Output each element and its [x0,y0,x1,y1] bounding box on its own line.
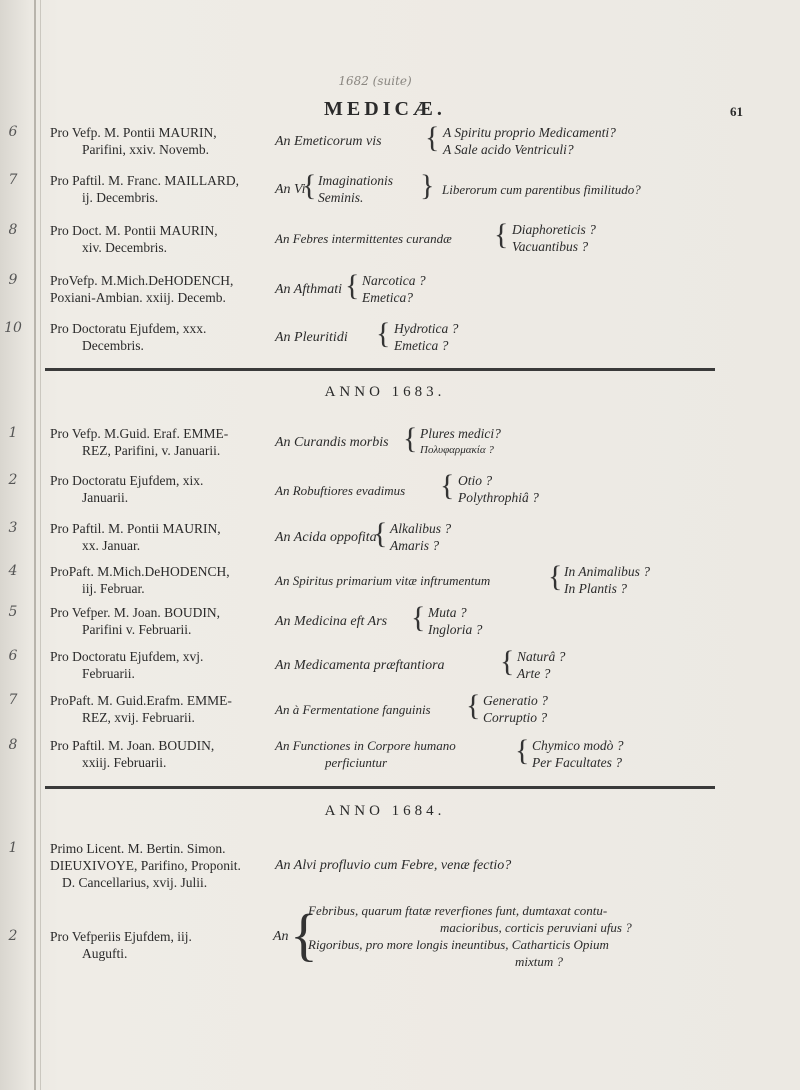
thesis-question: An Acida oppofita [275,530,377,545]
brace-icon: { [548,560,563,593]
margin-number: 6 [8,124,18,140]
margin-number: 10 [4,320,22,336]
margin-number: 6 [8,648,18,664]
thesis-question: An Febres intermittentes curandæ [275,231,452,246]
margin-number: 3 [8,520,18,536]
thesis-question: An Spiritus primarium vitæ inftrumentum [275,573,491,588]
brace-icon: { [403,422,418,455]
thesis-option: Amaris ? [390,538,440,553]
thesis-question: An Alvi profluvio cum Febre, venæ fectio? [275,858,512,873]
entry-line: REZ, Parifini, v. Januarii. [82,443,221,458]
entry-line: Pro Paftil. M. Pontii MAURIN, [50,521,221,536]
brace-icon: { [494,218,509,251]
thesis-option: Chymico modò ? [532,738,624,753]
entry-line: Pro Paftil. M. Franc. MAILLARD, [50,173,239,188]
disputation-entry [50,222,265,256]
entry-line: iij. Februar. [82,581,145,596]
entry-line: Parifini, xxiv. Novemb. [82,142,209,157]
margin-number: 1 [8,425,18,441]
brace-icon: { [302,169,317,202]
entry-line: Parifini v. Februarii. [82,622,192,637]
thesis-option: Otio ? [458,473,493,488]
entry-line: Pro Vefperiis Ejufdem, iij. [50,929,192,944]
thesis-question: An [273,929,289,944]
thesis-option: Diaphoreticis ? [512,222,596,237]
thesis-option: A Spiritu proprio Medicamenti? [443,125,616,140]
thesis-question-suffix: Liberorum cum parentibus fimilitudo? [442,182,641,197]
margin-number: 4 [8,563,18,579]
entry-line: ij. Decembris. [82,190,159,205]
entry-line: xiv. Decembris. [82,240,167,255]
thesis-question: An Afthmati [275,282,343,297]
disputation-entry [50,840,265,891]
thesis-option: Vacuantibus ? [512,239,589,254]
thesis-option: Arte ? [517,666,551,681]
entry-line: Januarii. [82,490,129,505]
entry-line: Pro Doct. M. Pontii MAURIN, [50,223,218,238]
disputation-entry [50,520,265,554]
brace-icon: { [373,517,388,550]
entry-line: Pro Doctoratu Ejufdem, xix. [50,473,204,488]
thesis-option: Alkalibus ? [390,521,452,536]
entry-line: Pro Paftil. M. Joan. BOUDIN, [50,738,215,753]
disputation-entry [50,737,265,771]
brace-icon: { [440,469,455,502]
section-divider [45,368,715,371]
entry-line: Augufti. [82,946,128,961]
thesis-option: Imaginationis [318,173,394,188]
entry-line: Pro Vefp. M.Guid. Eraf. EMME- [50,426,229,441]
thesis-question: An Functiones in Corpore humano [275,738,456,753]
thesis-option: Generatio ? [483,693,548,708]
thesis-option: Febribus, quarum ftatæ reverfiones funt, dumtaxat contu- [308,903,608,918]
thesis-question: An Curandis morbis [275,435,389,450]
thesis-option: In Animalibus ? [564,564,651,579]
disputation-entry [50,563,265,597]
thesis-option: A Sale acido Ventriculi? [443,142,574,157]
brace-icon: { [345,269,360,302]
handwritten-note: 1682 (suite) [338,74,412,88]
disputation-entry [50,648,265,682]
disputation-entry [50,928,265,962]
entry-line: xx. Januar. [82,538,141,553]
brace-icon: { [466,689,481,722]
binding-line-inner [40,0,41,1090]
thesis-option: Hydrotica ? [394,321,459,336]
disputation-entry [50,124,265,158]
thesis-question: An Medicina eft Ars [275,614,388,629]
entry-line: ProPaft. M.Mich.DeHODENCH, [50,564,230,579]
thesis-option: Ingloria ? [428,622,483,637]
brace-icon: { [500,645,515,678]
margin-number: 8 [8,222,18,238]
page-title: MEDICÆ. [324,98,446,120]
margin-number: 9 [8,272,18,288]
thesis-option: Naturâ ? [517,649,566,664]
brace-icon: { [411,601,426,634]
thesis-option: Emetica? [362,290,413,305]
thesis-option: Corruptio ? [483,710,548,725]
brace-icon: { [290,902,318,967]
year-heading: ANNO 1683. [324,384,446,400]
thesis-question: An Emeticorum vis [275,134,382,149]
thesis-question: An à Fermentatione fanguinis [275,702,431,717]
entry-line: Primo Licent. M. Bertin. Simon. [50,841,226,856]
thesis-question-cont: perficiuntur [325,755,388,770]
disputation-entry [50,604,265,638]
entry-line: ProPaft. M. Guid.Erafm. EMME- [50,693,232,708]
margin-number: 2 [8,928,18,944]
entry-line: Decembris. [82,338,144,353]
disputation-entry [50,472,265,506]
disputation-entry [50,272,265,306]
entry-line: Pro Doctoratu Ejufdem, xvj. [50,649,204,664]
brace-icon: { [515,734,530,767]
entry-line: Pro Doctoratu Ejufdem, xxx. [50,321,207,336]
disputation-entry [50,172,265,206]
section-divider [45,786,715,789]
entry-line: Februarii. [82,666,135,681]
thesis-option: Πολυφαρμακία ? [420,444,494,456]
entry-line: REZ, xvij. Februarii. [82,710,195,725]
entry-line: Pro Vefp. M. Pontii MAURIN, [50,125,217,140]
brace-icon: { [376,317,391,350]
margin-number: 8 [8,737,18,753]
margin-number: 2 [8,472,18,488]
thesis-option: In Plantis ? [564,581,627,596]
disputation-entry [50,320,265,354]
thesis-option: macioribus, corticis peruviani ufus ? [440,920,632,935]
margin-number: 1 [8,840,18,856]
entry-line: Pro Vefper. M. Joan. BOUDIN, [50,605,220,620]
thesis-option: Seminis. [318,190,364,205]
thesis-option: Per Facultates ? [532,755,622,770]
thesis-option: Plures medici? [420,426,501,441]
thesis-option: mixtum ? [515,954,564,969]
thesis-option: Emetica ? [394,338,449,353]
entry-line: Poxiani-Ambian. xxiij. Decemb. [50,290,226,305]
year-heading: ANNO 1684. [324,803,446,819]
thesis-question: An Medicamenta præftantiora [275,658,445,673]
entry-line: D. Cancellarius, xvij. Julii. [62,875,208,890]
entry-line: ProVefp. M.Mich.DeHODENCH, [50,273,234,288]
binding-line [34,0,36,1090]
entry-line: DIEUXIVOYE, Parifino, Proponit. [50,858,241,873]
margin-number: 7 [8,692,18,708]
thesis-question: An Vi [275,182,306,197]
page-number: 61 [730,104,743,119]
thesis-option: Narcotica ? [362,273,426,288]
brace-close-icon: } [420,169,435,202]
disputation-entry [50,425,265,459]
thesis-question: An Robuftiores evadimus [275,483,406,498]
thesis-option: Muta ? [428,605,467,620]
brace-icon: { [425,121,440,154]
thesis-option: Rigoribus, pro more longis ineuntibus, Catharticis Opium [308,937,609,952]
margin-number: 5 [8,604,18,620]
entry-line: xxiij. Februarii. [82,755,167,770]
disputation-entry [50,692,265,726]
margin-number: 7 [8,172,18,188]
thesis-question: An Pleuritidi [275,330,348,345]
thesis-option: Polythrophiâ ? [458,490,539,505]
